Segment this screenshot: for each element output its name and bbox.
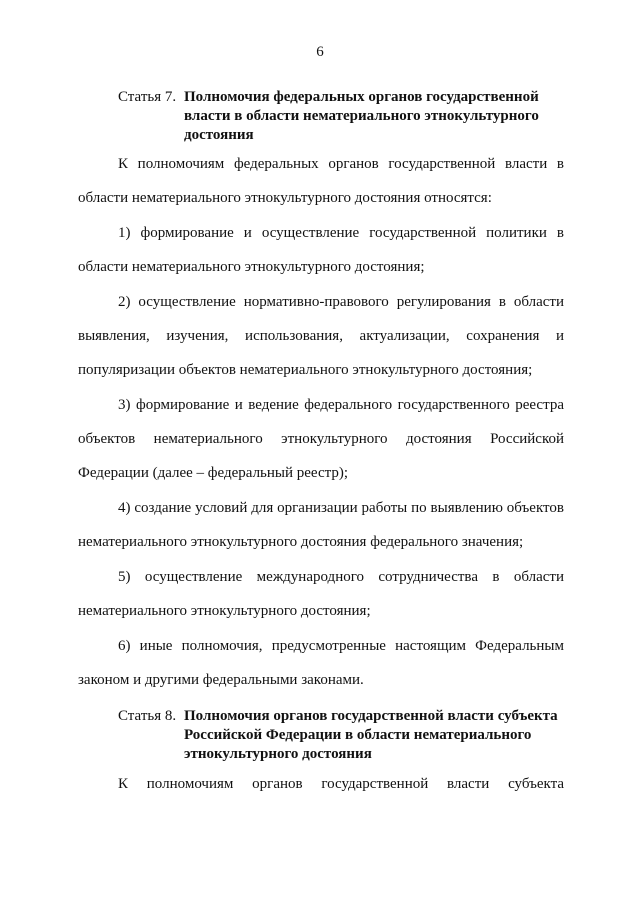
body-line: 4) создание условий для организации работы по выявлению объектов (118, 500, 564, 516)
body-line: К полномочиям федеральных органов государственной власти в (118, 156, 564, 172)
body-line: К полномочиям органов государственной власти субъекта (118, 776, 564, 792)
article-8-title-line: Российской Федерации в области нематериального (184, 727, 532, 743)
article-8-title-line: этнокультурного достояния (184, 746, 372, 762)
body-line: выявления, изучения, использования, актуализации, сохранения и (78, 328, 564, 344)
article-8-title-line: Полномочия органов государственной власти субъекта (184, 708, 558, 724)
article-7-title-line: достояния (184, 127, 254, 143)
body-line: популяризации объектов нематериального этнокультурного достояния; (78, 362, 533, 378)
article-7-label: Статья 7. (118, 89, 177, 105)
article-7-title-line: власти в области нематериального этнокультурного (184, 108, 539, 124)
body-line: объектов нематериального этнокультурного достояния Российской (78, 431, 564, 447)
body-line: области нематериального этнокультурного достояния относятся: (78, 190, 492, 206)
body-line: 3) формирование и ведение федерального государственного реестра (118, 397, 564, 413)
body-line: 1) формирование и осуществление государственной политики в (118, 225, 564, 241)
article-8-label: Статья 8. (118, 708, 177, 724)
body-line: 2) осуществление нормативно-правового регулирования в области (118, 294, 564, 310)
body-line: законом и другими федеральными законами. (78, 672, 364, 688)
body-line: нематериального этнокультурного достояния; (78, 603, 371, 619)
body-line: нематериального этнокультурного достояния федерального значения; (78, 534, 524, 550)
article-7-title-line: Полномочия федеральных органов государственной (184, 89, 539, 105)
body-line: области нематериального этнокультурного достояния; (78, 259, 425, 275)
page-number: 6 (316, 44, 324, 60)
body-line: 5) осуществление международного сотрудничества в области (118, 569, 564, 585)
body-line: 6) иные полномочия, предусмотренные настоящим Федеральным (118, 638, 564, 654)
body-line: Федерации (далее – федеральный реестр); (78, 465, 349, 481)
